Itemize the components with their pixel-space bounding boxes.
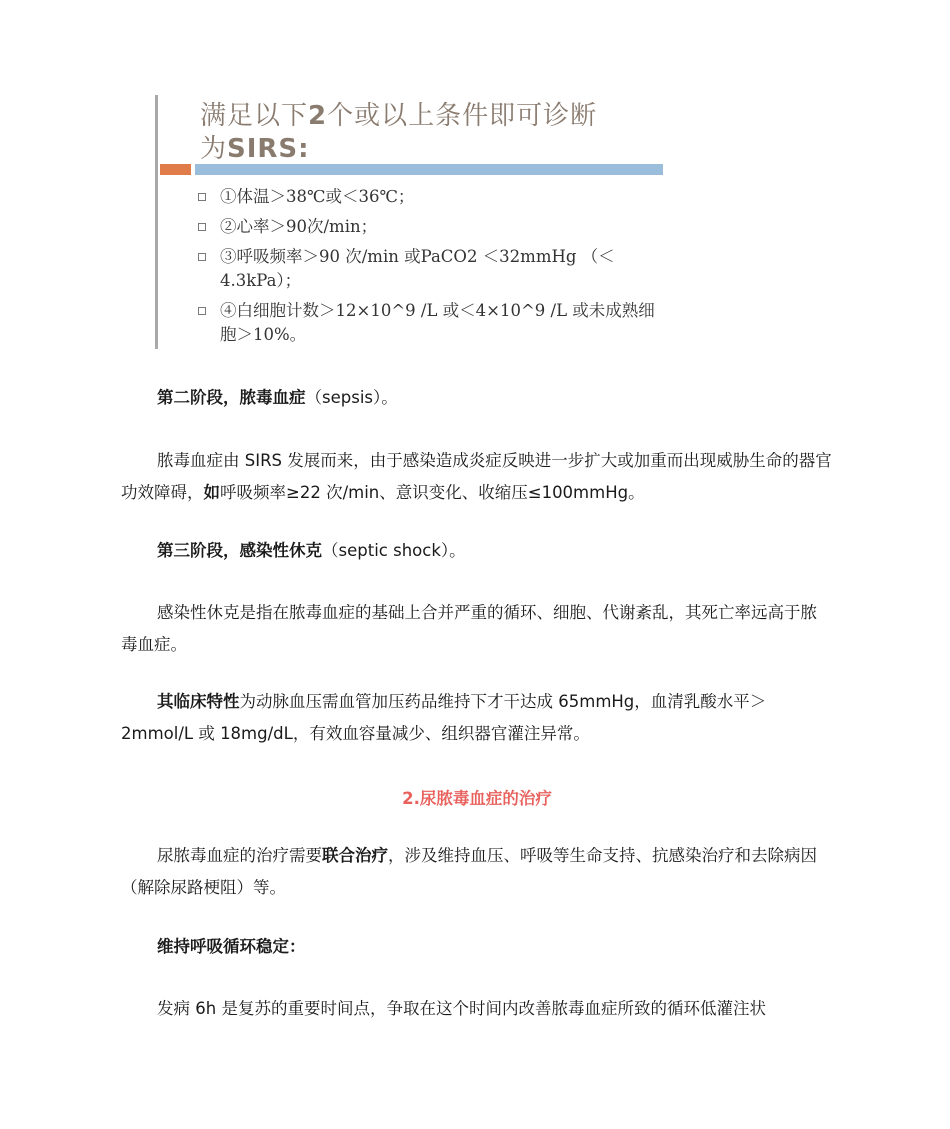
section-heading: 2.尿脓毒血症的治疗 — [402, 789, 552, 808]
treatment-paragraph: 尿脓毒血症的治疗需要联合治疗，涉及维持血压、呼吸等生命支持、抗感染治疗和去除病因（解除尿路梗阻）等。 — [121, 846, 817, 897]
criteria-item: ③呼吸频率＞90 次/min 或PaCO2 ＜32mmHg （＜4.3kPa）； — [198, 245, 658, 293]
circulation-heading: 维持呼吸循环稳定： — [157, 937, 306, 956]
slide-orange-bar — [160, 164, 191, 175]
slide-criteria-list — [198, 185, 658, 353]
square-bullet-icon — [198, 253, 206, 261]
criteria-item: ④白细胞计数＞12×10^9 /L 或＜4×10^9 /L 或未成熟细胞＞10%。 — [198, 299, 658, 347]
slide-blue-bar — [195, 164, 663, 175]
clinical-features-paragraph: 其临床特性为动脉血压需血管加压药品维持下才干达成 65mmHg，血清乳酸水平＞2mmol/L 或 18mg/dL，有效血容量减少、组织器官灌注异常。 — [121, 692, 767, 743]
square-bullet-icon — [198, 193, 206, 201]
slide-title: 满足以下2个或以上条件即可诊断 为SIRS: — [200, 101, 598, 164]
slide-left-rule — [155, 95, 158, 349]
criteria-item: ①体温＞38℃或＜36℃； — [198, 185, 658, 209]
square-bullet-icon — [198, 223, 206, 231]
stage-three-heading: 第三阶段，感染性休克（septic shock）。 — [157, 541, 466, 560]
sepsis-paragraph: 脓毒血症由 SIRS 发展而来，由于感染造成炎症反映进一步扩大或加重而出现威胁生命的器官功效障碍，如呼吸频率≥22 次/min、意识变化、收缩压≤100mmHg。 — [121, 451, 832, 502]
square-bullet-icon — [198, 307, 206, 315]
criteria-item: ②心率＞90次/min； — [198, 215, 658, 239]
sirs-criteria-slide — [155, 93, 665, 349]
septic-shock-paragraph: 感染性休克是指在脓毒血症的基础上合并严重的循环、细胞、代谢紊乱，其死亡率远高于脓毒血症。 — [121, 603, 817, 654]
stage-two-heading: 第二阶段，脓毒血症（sepsis）。 — [157, 388, 398, 407]
resuscitation-paragraph: 发病 6h 是复苏的重要时间点，争取在这个时间内改善脓毒血症所致的循环低灌注状 — [157, 999, 766, 1018]
